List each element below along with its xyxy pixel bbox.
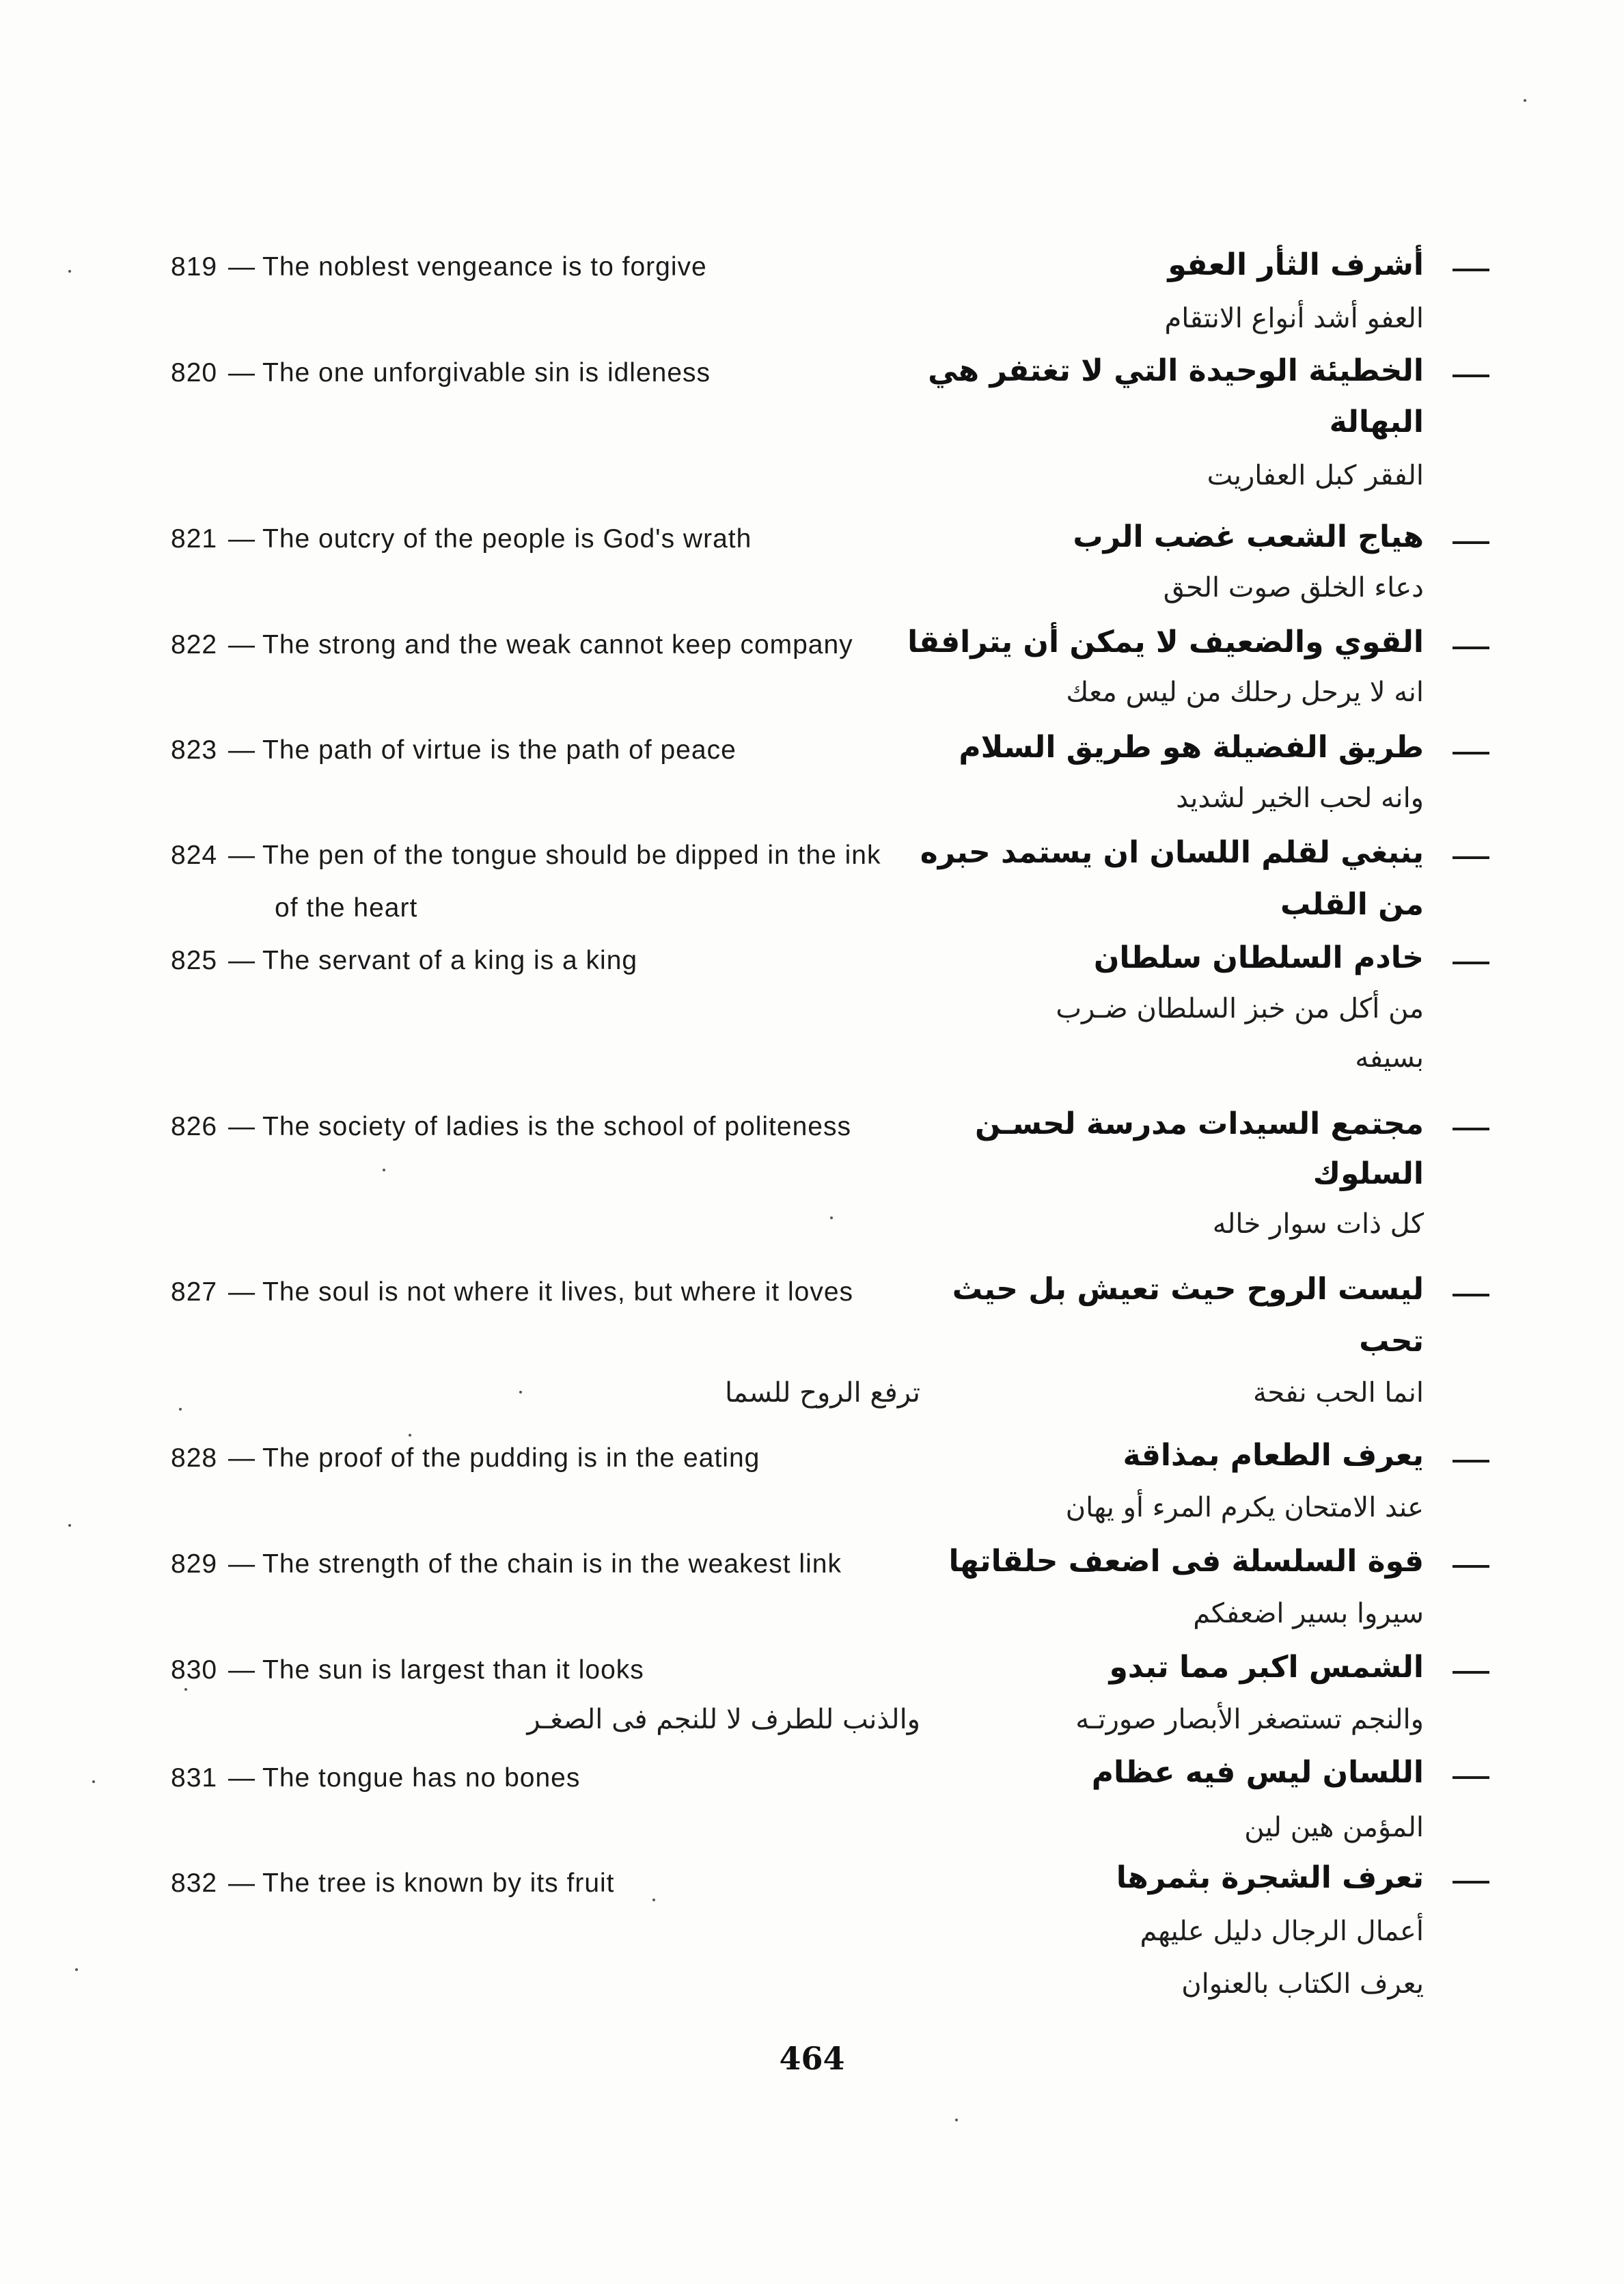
em-dash: —: [228, 841, 256, 870]
arabic-proverb: القوي والضعيف لا يمكن أن يترافقا: [907, 625, 1424, 660]
em-dash: —: [228, 630, 256, 660]
arabic-verse-second-hemistich: ترفع الروح للسما: [725, 1377, 920, 1409]
arabic-proverb: أشرف الثأر العفو: [1168, 247, 1424, 282]
english-proverb: The soul is not where it lives, but where it loves: [262, 1277, 854, 1307]
entry-832-en: [171, 1867, 977, 1900]
em-dash: —: [228, 1763, 256, 1793]
arabic-proverb-continued: من القلب: [1280, 887, 1424, 922]
entry-820-en: [171, 357, 977, 390]
arabic-equivalent: سيروا بسير اضعفكم: [1193, 1598, 1424, 1629]
entry-number: 823: [171, 735, 218, 765]
arabic-verse-first-hemistich: والنجم تستصغر الأبصار صورتـه: [1075, 1704, 1424, 1735]
scan-speck: [68, 1524, 71, 1527]
entry-number: 825: [171, 946, 218, 975]
arabic-proverb: ليست الروح حيث تعيش بل حيث: [952, 1272, 1424, 1307]
arabic-equivalent: كل ذات سوار خاله: [1212, 1208, 1424, 1240]
em-dash: —: [228, 358, 256, 388]
entry-number: 828: [171, 1443, 218, 1473]
arabic-proverb: طريق الفضيلة هو طريق السلام: [959, 730, 1424, 765]
entry-number: 827: [171, 1277, 218, 1307]
arabic-equivalent: من أكل من خبز السلطان ضـرب: [1056, 993, 1424, 1024]
scan-speck: [409, 1434, 411, 1437]
arabic-equivalent-second: يعرف الكتاب بالعنوان: [1181, 1968, 1424, 2000]
arabic-proverb: ينبغي لقلم اللسان ان يستمد حبره: [920, 835, 1424, 870]
english-proverb: The strength of the chain is in the weakest link: [262, 1549, 842, 1579]
english-proverb: The noblest vengeance is to forgive: [262, 252, 707, 282]
arabic-dash: [1453, 647, 1489, 649]
arabic-equivalent: انه لا يرحل رحلك من ليس معك: [1066, 677, 1424, 708]
page-number: 464: [779, 2040, 845, 2077]
arabic-dash: [1453, 962, 1489, 964]
arabic-proverb: الخطيئة الوحيدة التي لا تغتفر هي: [928, 353, 1424, 388]
scan-speck: [68, 270, 71, 273]
arabic-dash: [1453, 541, 1489, 544]
english-proverb: The one unforgivable sin is idleness: [262, 358, 711, 388]
entry-number: 831: [171, 1763, 218, 1793]
english-proverb: The servant of a king is a king: [262, 946, 638, 975]
arabic-dash: [1453, 1671, 1489, 1674]
arabic-proverb: الشمس اكبر مما تبدو: [1109, 1650, 1424, 1685]
entry-number: 824: [171, 841, 218, 870]
arabic-proverb: هياج الشعب غضب الرب: [1073, 519, 1424, 554]
entry-819-en: [171, 251, 977, 284]
em-dash: —: [228, 1868, 256, 1898]
arabic-dash: [1453, 1460, 1489, 1463]
scan-speck: [179, 1408, 182, 1411]
scan-speck: [519, 1391, 522, 1393]
entry-826-en: [171, 1111, 977, 1143]
english-proverb: The strong and the weak cannot keep company: [262, 630, 853, 660]
entry-829-en: [171, 1548, 977, 1581]
em-dash: —: [228, 1112, 256, 1141]
english-proverb-continued: of the heart: [275, 893, 418, 923]
arabic-dash: [1453, 1128, 1489, 1130]
english-proverb: The tree is known by its fruit: [262, 1868, 615, 1898]
scan-speck: [955, 2119, 958, 2121]
arabic-verse-first-hemistich: انما الحب نفحة: [1252, 1377, 1424, 1409]
entry-number: 832: [171, 1868, 218, 1898]
entry-828-en: [171, 1442, 977, 1475]
arabic-dash: [1453, 269, 1489, 271]
arabic-dash: [1453, 1294, 1489, 1296]
em-dash: —: [228, 735, 256, 765]
english-proverb: The outcry of the people is God's wrath: [262, 524, 752, 554]
arabic-dash: [1453, 752, 1489, 754]
em-dash: —: [228, 1443, 256, 1473]
entry-number: 829: [171, 1549, 218, 1579]
entry-823-en: [171, 734, 977, 767]
arabic-equivalent: عند الامتحان يكرم المرء أو يهان: [1065, 1492, 1424, 1523]
scan-speck: [75, 1968, 78, 1971]
arabic-equivalent: وانه لحب الخير لشديد: [1176, 783, 1424, 814]
arabic-equivalent: أعمال الرجال دليل عليهم: [1140, 1916, 1424, 1947]
scan-speck: [830, 1216, 833, 1219]
arabic-equivalent-continued: بسيفه: [1355, 1042, 1424, 1074]
entry-821-en: [171, 523, 977, 556]
entry-830-en: [171, 1654, 977, 1687]
em-dash: —: [228, 946, 256, 975]
scan-speck: [652, 1899, 655, 1901]
arabic-proverb-continued: البهالة: [1329, 405, 1424, 439]
scan-speck: [383, 1169, 385, 1171]
english-proverb: The tongue has no bones: [262, 1763, 581, 1793]
arabic-dash: [1453, 1565, 1489, 1568]
arabic-dash: [1453, 1776, 1489, 1779]
arabic-proverb: يعرف الطعام بمذاقة: [1123, 1438, 1424, 1473]
entry-number: 822: [171, 630, 218, 660]
arabic-verse-second-hemistich: والذنب للطرف لا للنجم فى الصغـر: [527, 1704, 920, 1735]
entry-825-en: [171, 944, 977, 977]
scan-speck: [1524, 99, 1526, 102]
arabic-proverb: اللسان ليس فيه عظام: [1091, 1755, 1424, 1790]
em-dash: —: [228, 1277, 256, 1307]
english-proverb: The society of ladies is the school of politeness: [262, 1112, 851, 1141]
arabic-proverb: تعرف الشجرة بثمرها: [1116, 1860, 1424, 1895]
english-proverb: The sun is largest than it looks: [262, 1655, 644, 1685]
arabic-proverb: خادم السلطان سلطان: [1093, 940, 1424, 975]
arabic-proverb-continued: تحب: [1359, 1324, 1424, 1359]
arabic-equivalent: العفو أشد أنواع الانتقام: [1164, 303, 1424, 334]
arabic-equivalent: المؤمن هين لين: [1244, 1812, 1424, 1843]
arabic-proverb: مجتمع السيدات مدرسة لحسـن: [974, 1106, 1424, 1141]
em-dash: —: [228, 1549, 256, 1579]
entry-827-en: [171, 1276, 977, 1309]
english-proverb: The path of virtue is the path of peace: [262, 735, 737, 765]
arabic-proverb-continued: السلوك: [1312, 1156, 1424, 1191]
arabic-equivalent: دعاء الخلق صوت الحق: [1163, 572, 1424, 603]
entry-number: 826: [171, 1112, 218, 1141]
entry-number: 830: [171, 1655, 218, 1685]
scan-speck: [184, 1688, 187, 1691]
arabic-dash: [1453, 375, 1489, 377]
arabic-dash: [1453, 1881, 1489, 1884]
scan-speck: [92, 1780, 95, 1783]
entry-824-en: [171, 839, 977, 872]
entry-822-en: [171, 629, 977, 662]
english-proverb: The proof of the pudding is in the eating: [262, 1443, 760, 1473]
entry-number: 819: [171, 252, 218, 282]
arabic-proverb: قوة السلسلة فى اضعف حلقاتها: [948, 1544, 1424, 1579]
entry-number: 821: [171, 524, 218, 554]
entry-number: 820: [171, 358, 218, 388]
em-dash: —: [228, 524, 256, 554]
english-proverb: The pen of the tongue should be dipped in the ink: [262, 841, 881, 870]
arabic-dash: [1453, 856, 1489, 859]
entry-831-en: [171, 1762, 977, 1795]
em-dash: —: [228, 1655, 256, 1685]
arabic-equivalent: الفقر كبل العفاريت: [1207, 460, 1424, 491]
em-dash: —: [228, 252, 256, 282]
